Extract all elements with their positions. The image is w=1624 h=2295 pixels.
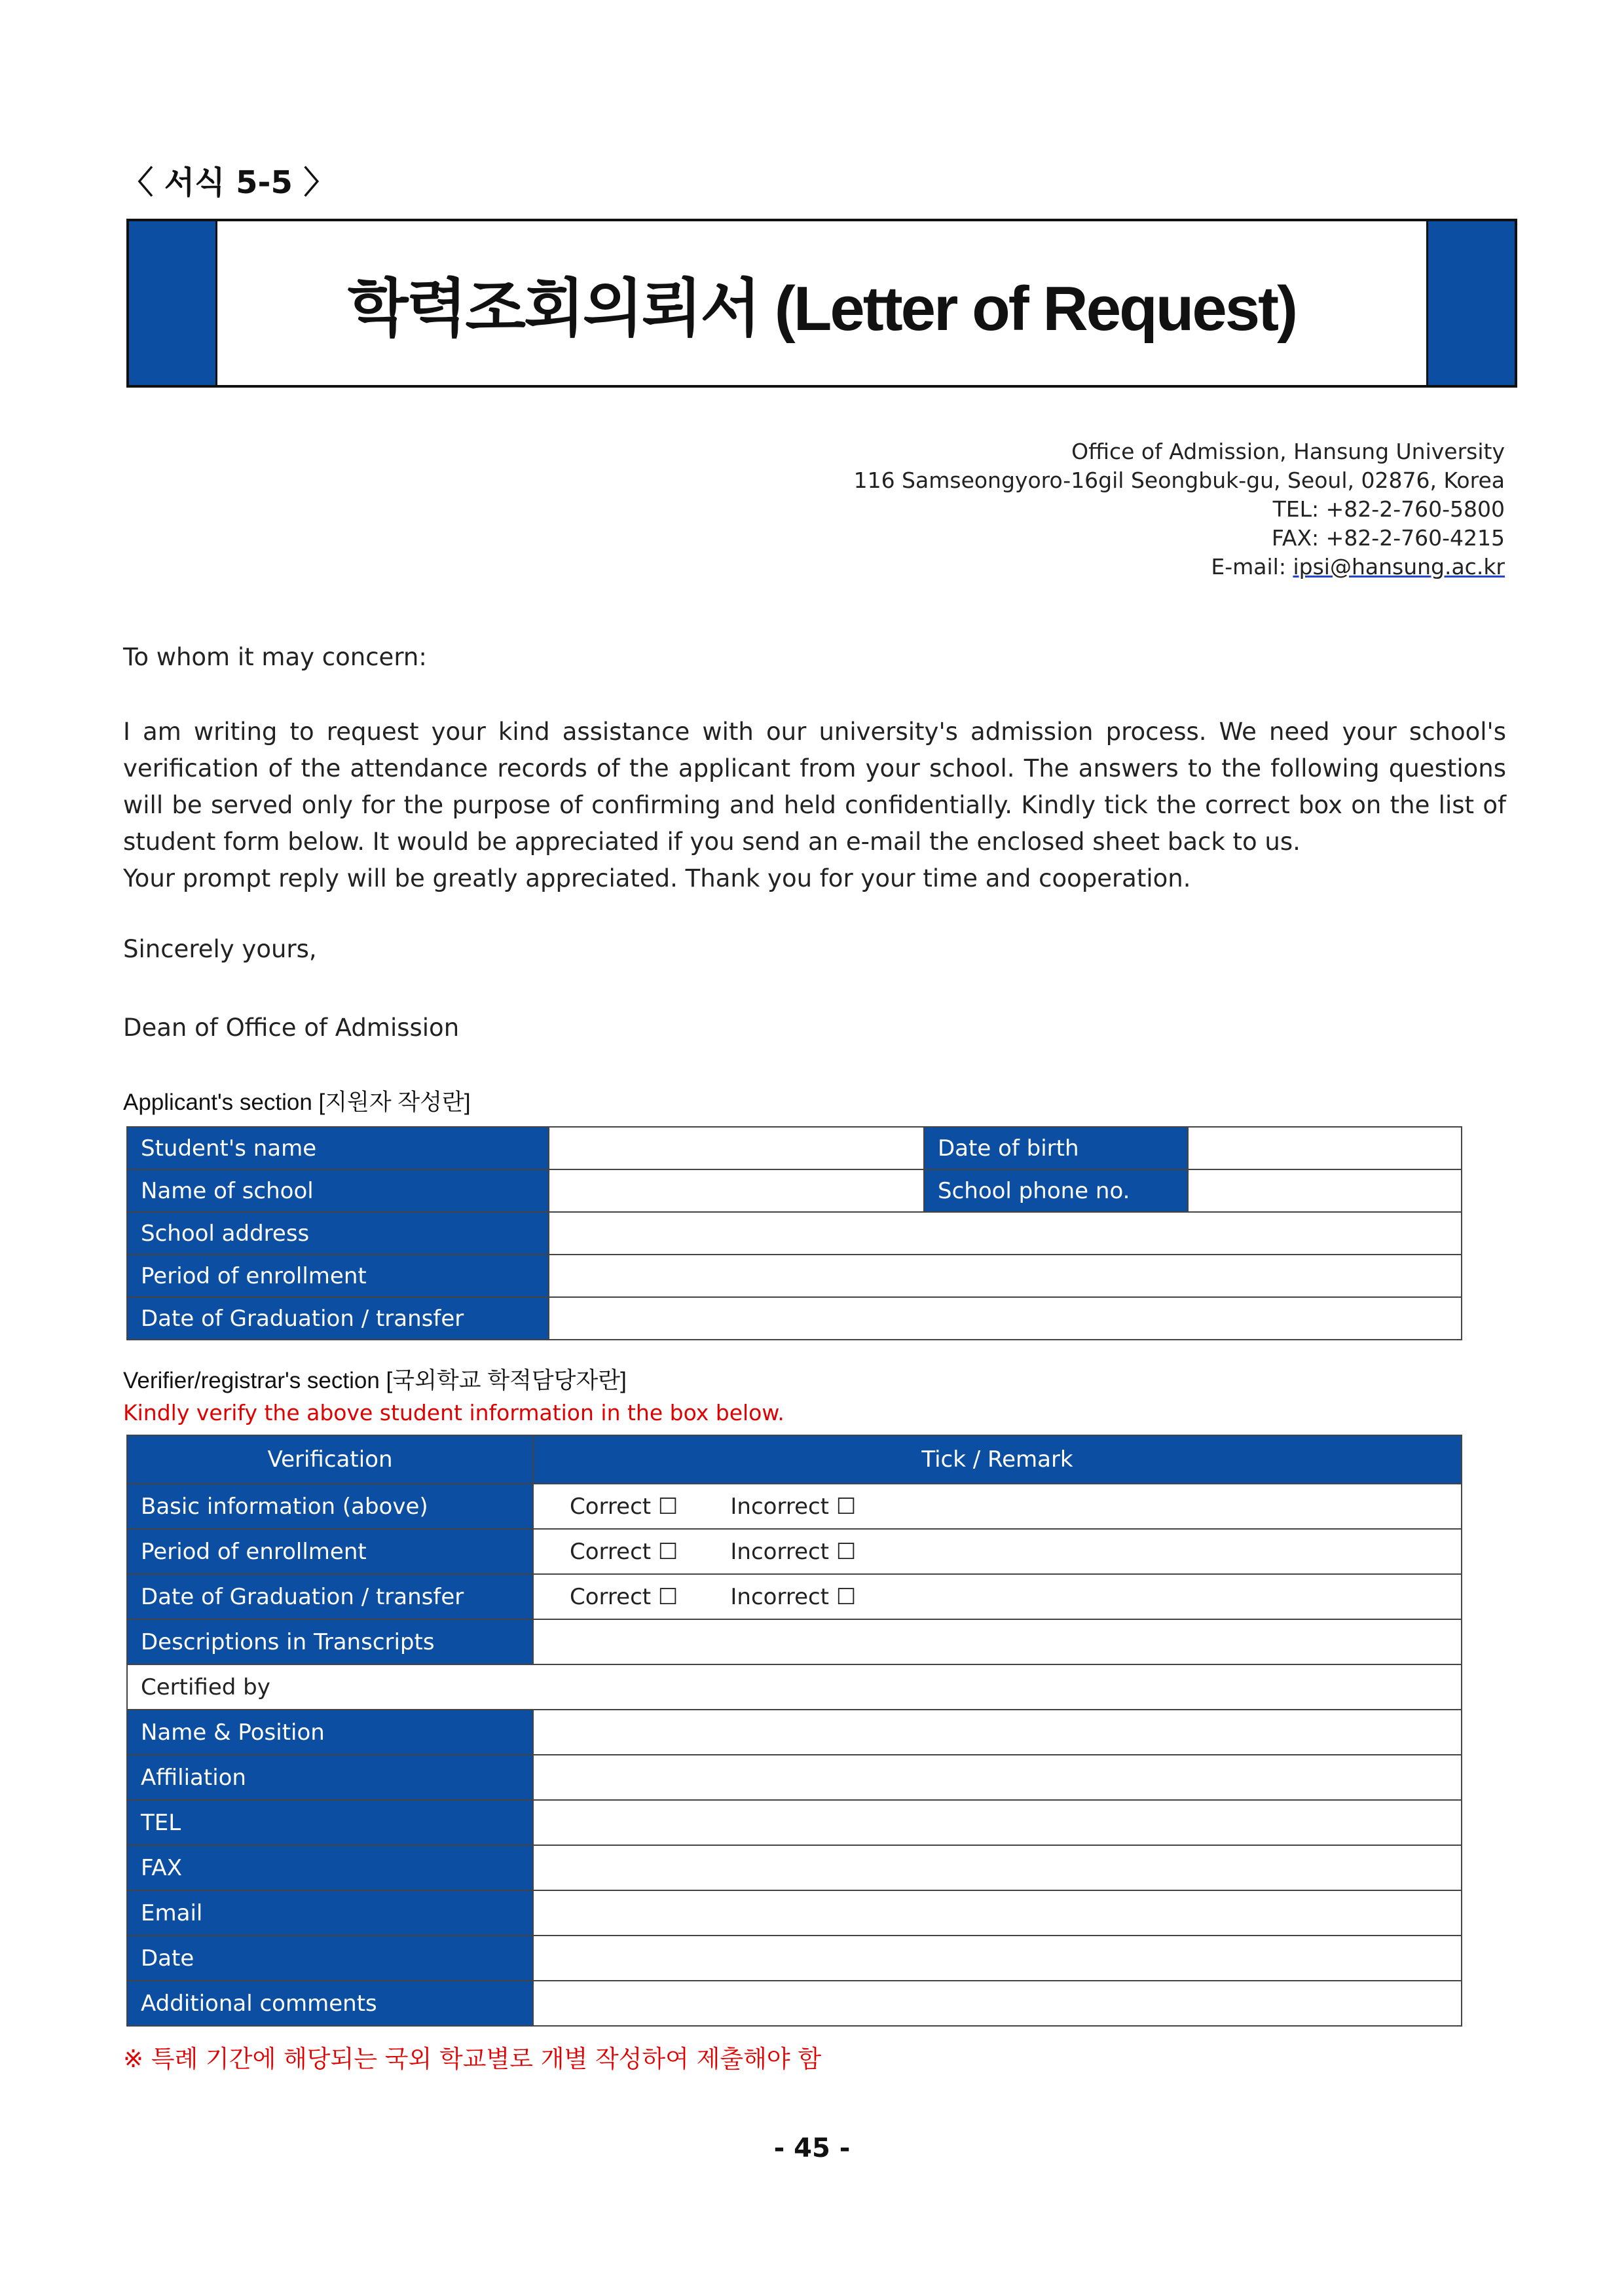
letter-body	[123, 714, 1506, 897]
school-address-field[interactable]	[549, 1212, 1462, 1255]
banner-right-accent	[1426, 221, 1515, 385]
date-of-birth-label: Date of birth	[924, 1127, 1188, 1169]
student-name-label: Student's name	[127, 1127, 549, 1169]
tel-field[interactable]	[533, 1800, 1462, 1845]
email-field[interactable]	[533, 1890, 1462, 1936]
table-row	[127, 1755, 1462, 1800]
incorrect-checkbox[interactable]: Incorrect ☐	[730, 1583, 857, 1610]
table-row	[127, 1800, 1462, 1845]
table-row	[127, 1255, 1462, 1297]
table-row	[127, 1619, 1462, 1664]
telephone: TEL: +82-2-760-5800	[1272, 496, 1505, 522]
form-number-label: 〈 서식 5-5 〉	[122, 164, 335, 201]
graduation-date-field[interactable]	[549, 1297, 1462, 1340]
enrollment-period-label: Period of enrollment	[127, 1529, 533, 1574]
school-address-label: School address	[127, 1212, 549, 1255]
table-row	[127, 1127, 1462, 1169]
fax-label: FAX	[127, 1845, 533, 1890]
graduation-date-tick	[533, 1574, 1462, 1619]
greeting: To whom it may concern:	[123, 643, 427, 671]
date-field[interactable]	[533, 1936, 1462, 1981]
signature: Dean of Office of Admission	[123, 1014, 460, 1042]
document-title: 학력조회의뢰서 (Letter of Request)	[347, 273, 1297, 344]
school-phone-label: School phone no.	[924, 1169, 1188, 1212]
table-row	[127, 1936, 1462, 1981]
office-name: Office of Admission, Hansung University	[1071, 439, 1505, 464]
name-position-label: Name & Position	[127, 1710, 533, 1755]
graduation-date-label: Date of Graduation / transfer	[127, 1297, 549, 1340]
date-label: Date	[127, 1936, 533, 1981]
school-phone-field[interactable]	[1188, 1169, 1462, 1212]
school-name-field[interactable]	[549, 1169, 924, 1212]
table-row	[127, 1574, 1462, 1619]
verification-instruction: Kindly verify the above student information in the box below.	[123, 1400, 784, 1425]
certified-by-label: Certified by	[127, 1664, 1462, 1710]
table-row	[127, 1484, 1462, 1529]
email-line	[854, 553, 1505, 581]
date-of-birth-field[interactable]	[1188, 1127, 1462, 1169]
verification-table	[126, 1435, 1462, 2027]
closing: Sincerely yours,	[123, 935, 317, 963]
fax-field[interactable]	[533, 1845, 1462, 1890]
page-number: - 45 -	[773, 2133, 851, 2163]
table-row	[127, 1529, 1462, 1574]
transcript-descriptions-label: Descriptions in Transcripts	[127, 1619, 533, 1664]
table-row	[127, 1297, 1462, 1340]
correct-checkbox[interactable]: Correct ☐	[570, 1583, 678, 1610]
incorrect-checkbox[interactable]: Incorrect ☐	[730, 1538, 857, 1565]
table-row	[127, 1664, 1462, 1710]
email-link[interactable]: ipsi@hansung.ac.kr	[1293, 554, 1505, 579]
email-label: E-mail:	[1211, 554, 1293, 579]
street-address: 116 Samseongyoro-16gil Seongbuk-gu, Seoul, 02876, Korea	[853, 468, 1505, 493]
additional-comments-label: Additional comments	[127, 1981, 533, 2026]
verification-column-header: Verification	[127, 1435, 533, 1484]
name-position-field[interactable]	[533, 1710, 1462, 1755]
graduation-date-label: Date of Graduation / transfer	[127, 1574, 533, 1619]
applicant-section-heading: Applicant's section [지원자 작성란]	[123, 1090, 471, 1115]
table-header-row	[127, 1435, 1462, 1484]
email-label: Email	[127, 1890, 533, 1936]
basic-information-label: Basic information (above)	[127, 1484, 533, 1529]
sender-address-block	[854, 437, 1505, 581]
table-row	[127, 1845, 1462, 1890]
student-name-field[interactable]	[549, 1127, 924, 1169]
school-name-label: Name of school	[127, 1169, 549, 1212]
enrollment-period-tick	[533, 1529, 1462, 1574]
table-row	[127, 1212, 1462, 1255]
table-row	[127, 1981, 1462, 2026]
applicant-table	[126, 1126, 1462, 1340]
correct-checkbox[interactable]: Correct ☐	[570, 1538, 678, 1565]
title-banner	[126, 219, 1517, 388]
table-row	[127, 1890, 1462, 1936]
correct-checkbox[interactable]: Correct ☐	[570, 1493, 678, 1520]
table-row	[127, 1710, 1462, 1755]
basic-information-tick	[533, 1484, 1462, 1529]
table-row	[127, 1169, 1462, 1212]
submission-note: ※ 특례 기간에 해당되는 국외 학교별로 개별 작성하여 제출해야 함	[123, 2045, 822, 2073]
additional-comments-field[interactable]	[533, 1981, 1462, 2026]
banner-left-accent	[129, 221, 217, 385]
verifier-section-heading: Verifier/registrar's section [국외학교 학적담당자란]	[123, 1368, 627, 1393]
request-paragraph: I am writing to request your kind assistance with our university's admission process. We need your school's verification of the attendance records of the applicant from your school. The answers to the following questions will be served only for the purpose of confirming and held confidentially. Kindly tick the correct box on the list of student form below. It would be appreciated if you send an e-mail the enclosed sheet back to us.	[123, 718, 1506, 856]
enrollment-period-label: Period of enrollment	[127, 1255, 549, 1297]
incorrect-checkbox[interactable]: Incorrect ☐	[730, 1493, 857, 1520]
tel-label: TEL	[127, 1800, 533, 1845]
affiliation-field[interactable]	[533, 1755, 1462, 1800]
fax-number: FAX: +82-2-760-4215	[1271, 525, 1505, 551]
tick-remark-column-header: Tick / Remark	[533, 1435, 1462, 1484]
enrollment-period-field[interactable]	[549, 1255, 1462, 1297]
thanks-line: Your prompt reply will be greatly appreciated. Thank you for your time and cooperation.	[123, 864, 1191, 892]
transcript-descriptions-field[interactable]	[533, 1619, 1462, 1664]
affiliation-label: Affiliation	[127, 1755, 533, 1800]
